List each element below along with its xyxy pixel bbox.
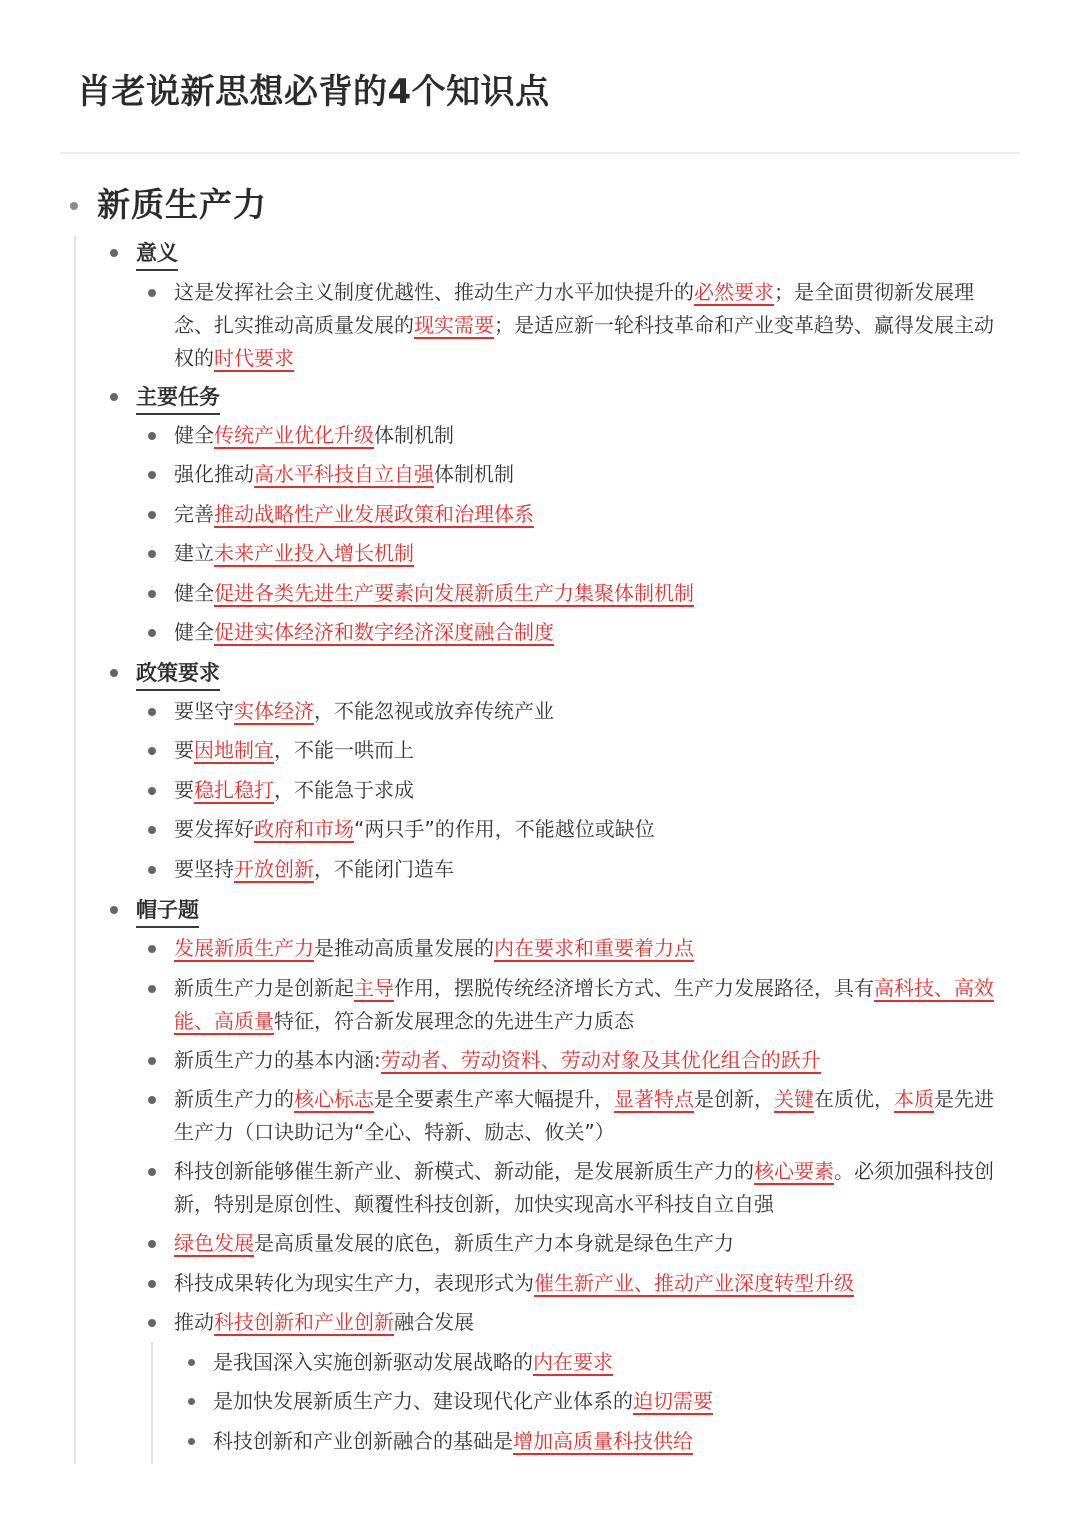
text-run: 要发挥好 — [174, 817, 254, 841]
text-run: 作用，摆脱传统经济增长方式、生产力发展路径，具有 — [394, 976, 874, 1000]
highlight-text: 迫切需要 — [633, 1389, 713, 1413]
text-run: 是全要素生产率大幅提升， — [374, 1087, 614, 1111]
list-item — [174, 577, 1006, 610]
item-bullet — [148, 985, 156, 993]
sub-list-item — [213, 1385, 1003, 1418]
group-heading-intro: 帽子题 — [136, 894, 199, 928]
text-run: 体制机制 — [374, 423, 454, 447]
highlight-text: 开放创新 — [234, 857, 314, 881]
tree-guide-line — [74, 236, 76, 1464]
highlight-text: 政府和市场 — [254, 817, 354, 841]
list-item — [174, 853, 1006, 886]
group-heading-significance: 意义 — [136, 237, 178, 271]
item-bullet — [148, 787, 156, 795]
highlight-text: 内在要求和重要着力点 — [494, 936, 694, 960]
highlight-text: 因地制宜 — [194, 738, 274, 762]
list-item — [174, 537, 1006, 570]
item-bullet — [148, 747, 156, 755]
section-heading: 新质生产力 — [97, 185, 267, 224]
text-run: 特征，符合新发展理念的先进生产力质态 — [274, 1009, 634, 1033]
highlight-text: 科技创新和产业创新 — [214, 1310, 394, 1334]
group-bullet — [110, 393, 118, 401]
text-run: ，不能忽视或放弃传统产业 — [314, 699, 554, 723]
text-run: 。必须加强科技创新，特别是原创性、颠覆性科技创新，加快实现高水平科技自立自强 — [174, 1159, 994, 1216]
item-bullet — [148, 550, 156, 558]
text-run: “两只手”的作用，不能越位或缺位 — [354, 817, 655, 841]
list-item — [174, 1227, 1006, 1260]
item-bullet — [148, 629, 156, 637]
text-run: 融合发展 — [394, 1310, 474, 1334]
highlight-text: 核心要素 — [754, 1159, 834, 1183]
list-item — [174, 1083, 1006, 1149]
text-run: 要 — [174, 778, 194, 802]
text-run: ；是全面贯彻新发展理念、扎实推动高质量发展的 — [174, 280, 974, 337]
title-divider — [60, 152, 1020, 154]
item-bullet — [148, 1096, 156, 1104]
highlight-text: 促进各类先进生产要素向发展新质生产力集聚体制机制 — [214, 581, 694, 605]
sub-list-item — [213, 1346, 1003, 1379]
text-run: 是我国深入实施创新驱动发展战略的 — [213, 1350, 533, 1374]
list-item — [174, 1306, 1006, 1339]
highlight-text: 关键 — [774, 1087, 814, 1111]
item-bullet — [148, 289, 156, 297]
highlight-text: 显著特点 — [614, 1087, 694, 1111]
highlight-text: 核心标志 — [294, 1087, 374, 1111]
item-bullet — [148, 1319, 156, 1327]
item-bullet — [148, 432, 156, 440]
subitem-bullet — [188, 1438, 195, 1445]
text-run: 新质生产力的 — [174, 1087, 294, 1111]
list-item — [174, 695, 1006, 728]
sub-list-item — [213, 1425, 1003, 1458]
highlight-text: 内在要求 — [533, 1350, 613, 1374]
text-run: 科技创新能够催生新产业、新模式、新动能，是发展新质生产力的 — [174, 1159, 754, 1183]
list-item — [174, 1044, 1006, 1077]
list-item — [174, 774, 1006, 807]
text-run: 科技成果转化为现实生产力，表现形式为 — [174, 1271, 534, 1295]
item-bullet — [148, 1280, 156, 1288]
highlight-text: 现实需要 — [414, 313, 494, 337]
item-bullet — [148, 1168, 156, 1176]
highlight-text: 稳扎稳打 — [194, 778, 274, 802]
highlight-text: 主导 — [354, 976, 394, 1000]
text-run: 新质生产力的基本内涵: — [174, 1048, 381, 1072]
highlight-text: 发展新质生产力 — [174, 936, 314, 960]
list-item — [174, 616, 1006, 649]
highlight-text: 推动战略性产业发展政策和治理体系 — [214, 502, 534, 526]
item-bullet — [148, 590, 156, 598]
highlight-text: 本质 — [894, 1087, 934, 1111]
text-run: 科技创新和产业创新融合的基础是 — [213, 1429, 513, 1453]
list-item — [174, 276, 1006, 375]
group-heading-main-tasks: 主要任务 — [136, 381, 220, 415]
text-run: 要坚守 — [174, 699, 234, 723]
text-run: 推动 — [174, 1310, 214, 1334]
item-bullet — [148, 1057, 156, 1065]
text-run: 健全 — [174, 581, 214, 605]
highlight-text: 必然要求 — [694, 280, 774, 304]
item-bullet — [148, 826, 156, 834]
text-run: 完善 — [174, 502, 214, 526]
page-title: 肖老说新思想必背的4个知识点 — [77, 72, 550, 112]
list-item — [174, 1267, 1006, 1300]
highlight-text: 实体经济 — [234, 699, 314, 723]
list-item — [174, 972, 1006, 1038]
highlight-text: 传统产业优化升级 — [214, 423, 374, 447]
highlight-text: 高科技、高效能、高质量 — [174, 976, 994, 1033]
highlight-text: 时代要求 — [214, 346, 294, 370]
text-run: 体制机制 — [434, 462, 514, 486]
text-run: 这是发挥社会主义制度优越性、推动生产力水平加快提升的 — [174, 280, 694, 304]
text-run: 是先进生产力（口诀助记为“全心、特新、励志、攸关”） — [174, 1087, 994, 1144]
subitem-bullet — [188, 1359, 195, 1366]
highlight-text: 增加高质量科技供给 — [513, 1429, 693, 1453]
item-bullet — [148, 708, 156, 716]
text-run: 健全 — [174, 423, 214, 447]
highlight-text: 未来产业投入增长机制 — [214, 541, 414, 565]
text-run: ，不能急于求成 — [274, 778, 414, 802]
group-heading-policy: 政策要求 — [136, 657, 220, 691]
list-item — [174, 734, 1006, 767]
text-run: 是高质量发展的底色，新质生产力本身就是绿色生产力 — [254, 1231, 734, 1255]
group-bullet — [110, 669, 118, 677]
text-run: 要坚持 — [174, 857, 234, 881]
text-run: 是推动高质量发展的 — [314, 936, 494, 960]
section-bullet — [70, 202, 78, 210]
highlight-text: 绿色发展 — [174, 1231, 254, 1255]
highlight-text: 劳动者、劳动资料、劳动对象及其优化组合的跃升 — [380, 1048, 821, 1072]
text-run: 是加快发展新质生产力、建设现代化产业体系的 — [213, 1389, 633, 1413]
text-run: 要 — [174, 738, 194, 762]
list-item — [174, 419, 1006, 452]
group-bullet — [110, 249, 118, 257]
group-bullet — [110, 906, 118, 914]
text-run: 健全 — [174, 620, 214, 644]
text-run: 是创新， — [694, 1087, 774, 1111]
list-item — [174, 1155, 1006, 1221]
item-bullet — [148, 511, 156, 519]
text-run: ；是适应新一轮科技革命和产业变革趋势、赢得发展主动权的 — [174, 313, 994, 370]
item-bullet — [148, 866, 156, 874]
item-bullet — [148, 945, 156, 953]
highlight-text: 促进实体经济和数字经济深度融合制度 — [214, 620, 554, 644]
list-item — [174, 458, 1006, 491]
list-item — [174, 932, 1006, 965]
text-run: 强化推动 — [174, 462, 254, 486]
list-item — [174, 813, 1006, 846]
text-run: ，不能闭门造车 — [314, 857, 454, 881]
list-item — [174, 498, 1006, 531]
subitem-bullet — [188, 1398, 195, 1405]
text-run: 新质生产力是创新起 — [174, 976, 354, 1000]
highlight-text: 高水平科技自立自强 — [254, 462, 434, 486]
text-run: ，不能一哄而上 — [274, 738, 414, 762]
text-run: 在质优， — [814, 1087, 894, 1111]
item-bullet — [148, 1240, 156, 1248]
tree-guide-line — [151, 1342, 153, 1464]
text-run: 建立 — [174, 541, 214, 565]
item-bullet — [148, 471, 156, 479]
highlight-text: 催生新产业、推动产业深度转型升级 — [534, 1271, 854, 1295]
